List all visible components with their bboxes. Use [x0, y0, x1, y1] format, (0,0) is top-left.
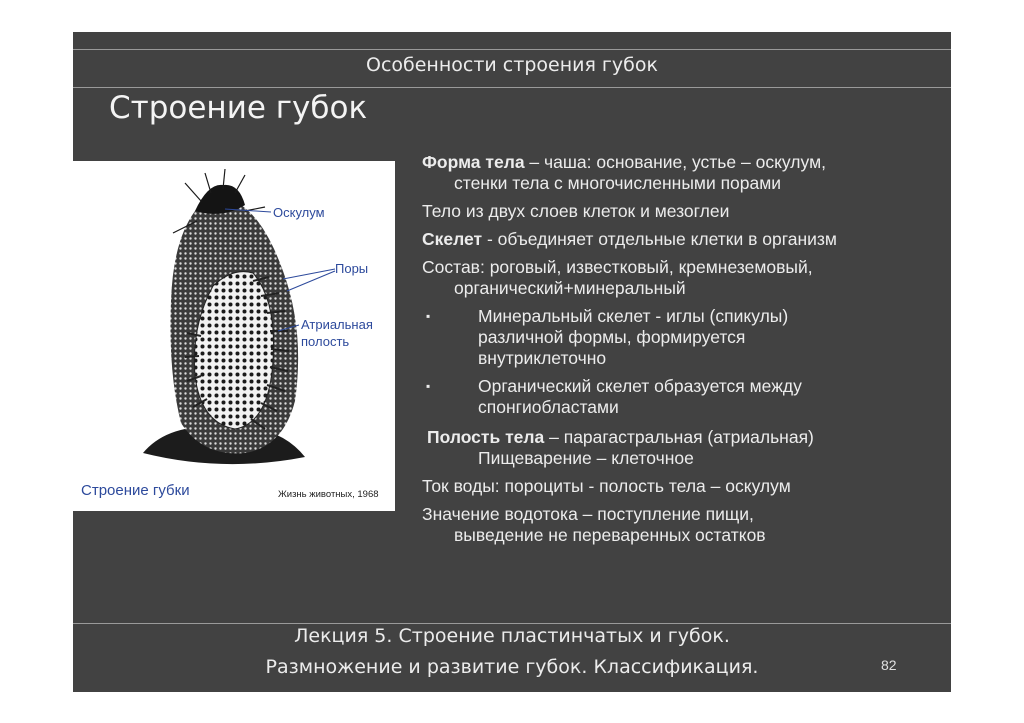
atrial-label-line2: полость — [301, 334, 350, 349]
footer-line2: Размножение и развитие губок. Классификация. — [265, 656, 759, 678]
footer-line1: Лекция 5. Строение пластинчатых и губок. — [294, 625, 730, 647]
cavity-line — [422, 427, 942, 448]
main-title: Строение губок — [109, 90, 368, 126]
cavity-term: Полость тела — [427, 427, 545, 447]
skeleton-term: Скелет — [422, 229, 483, 249]
layers-line: Тело из двух слоев клеток и мезоглеи — [422, 201, 730, 221]
skeleton-line — [422, 229, 942, 250]
bullet-marker: ▪ — [426, 379, 431, 393]
cavity-cont: Пищеварение – клеточное — [478, 448, 694, 468]
slide — [73, 32, 951, 692]
pores-label: Поры — [335, 261, 369, 276]
atrial-label-line1: Атриальная — [301, 317, 373, 332]
page-number: 82 — [881, 657, 897, 673]
body-shape-text: – чаша: основание, устье – оскулум, — [524, 152, 826, 172]
cavity-text: – парагастральная (атриальная) — [544, 427, 814, 447]
sponge-figure — [73, 161, 395, 511]
water-flow-line: Ток воды: пороциты - полость тела – оскулум — [422, 476, 791, 496]
bullet-organic-line2: спонгиобластами — [478, 397, 619, 417]
osculum-label: Оскулум — [273, 205, 325, 220]
skeleton-text: - объединяет отдельные клетки в организм — [482, 229, 837, 249]
composition-cont: органический+минеральный — [454, 278, 686, 298]
footer-rule — [73, 623, 951, 624]
bullet-organic — [422, 376, 942, 418]
figure-source: Жизнь животных, 1968 — [278, 489, 379, 500]
flow-meaning-line: Значение водотока – поступление пищи, — [422, 504, 754, 524]
composition-line: Состав: роговый, известковый, кремнеземовый, — [422, 257, 813, 277]
bullet-mineral-line2: различной формы, формируется — [478, 327, 746, 347]
bullet-organic-line1: Органический скелет образуется между — [478, 376, 802, 396]
bullet-mineral — [422, 306, 942, 369]
flow-meaning-cont: выведение не переваренных остатков — [454, 525, 766, 545]
header-rule-top — [73, 49, 951, 50]
bullet-marker: ▪ — [426, 309, 431, 323]
content-text — [422, 152, 942, 546]
header-rule-bottom — [73, 87, 951, 88]
body-shape-line — [422, 152, 942, 173]
body-shape-cont: стенки тела с многочисленными порами — [454, 173, 782, 193]
header-title: Особенности строения губок — [366, 54, 658, 76]
figure-caption: Строение губки — [81, 482, 190, 499]
bullet-mineral-line1: Минеральный скелет - иглы (спикулы) — [478, 306, 789, 326]
bullet-mineral-line3: внутриклеточно — [478, 348, 607, 368]
body-shape-term: Форма тела — [422, 152, 525, 172]
